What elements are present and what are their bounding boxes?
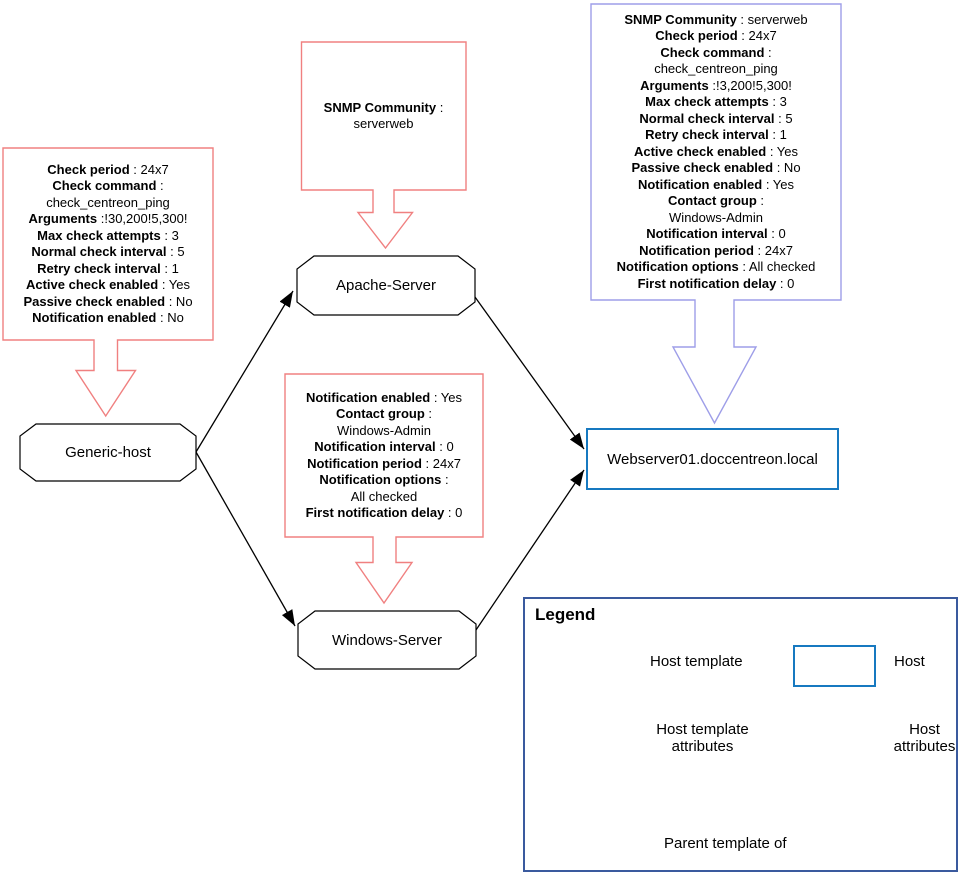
attribute-line: check_centreon_ping xyxy=(654,61,778,77)
attribute-line: Max check attempts : 3 xyxy=(37,227,179,243)
node-generic-host: Generic-host xyxy=(65,444,151,461)
attribute-line: Active check enabled : Yes xyxy=(25,277,191,292)
attribute-line: Notification interval : 0 xyxy=(314,439,454,454)
attribute-line: Arguments :!30,200!5,300! xyxy=(28,211,188,226)
attribute-line: First notification delay : 0 xyxy=(305,505,463,520)
attribute-line: Check period : 24x7 xyxy=(655,28,777,44)
attribute-line: Retry check interval : 1 xyxy=(645,127,787,143)
attribute-line: Contact group : xyxy=(667,193,765,209)
attribute-line: serverweb xyxy=(353,116,414,131)
attribute-line: All checked xyxy=(350,488,418,504)
attribute-line: Max check attempts : 3 xyxy=(645,94,787,110)
legend-label-host: Host xyxy=(894,653,925,670)
attribute-line: Windows-Admin xyxy=(669,209,763,225)
node-apache-server: Apache-Server xyxy=(335,277,437,294)
attribute-line: Retry check interval : 1 xyxy=(37,260,179,276)
attribute-line: Notification period : 24x7 xyxy=(307,455,461,471)
attribute-line: Normal check interval : 5 xyxy=(31,244,185,259)
attribute-line: check_centreon_ping xyxy=(46,194,170,210)
legend-title: Legend xyxy=(535,605,596,624)
legend-label-parent-template-of: Parent template of xyxy=(664,835,787,852)
attribute-line: Notification options : All checked xyxy=(616,259,816,275)
edge-apache-to-webserver xyxy=(475,297,584,449)
attribute-line: Notification enabled : No xyxy=(32,310,184,325)
node-webserver-host: Webserver01.doccentreon.local xyxy=(586,428,839,490)
legend-label-host-template: Host template xyxy=(650,653,743,670)
attribute-line: SNMP Community : serverweb xyxy=(624,11,808,27)
attribute-line: Check command : xyxy=(52,178,164,193)
host-attributes-box xyxy=(591,4,841,300)
attribute-line: Notification period : 24x7 xyxy=(639,242,793,258)
legend-label-host-attributes: Host attributes xyxy=(893,721,956,755)
snmp-template-attributes-box xyxy=(301,42,466,190)
attribute-line: Normal check interval : 5 xyxy=(639,110,793,126)
attribute-line: SNMP Community : xyxy=(323,99,444,115)
attribute-line: Notification enabled : Yes xyxy=(637,176,795,192)
legend-label-host-template-attributes: Host template attributes xyxy=(656,721,749,755)
attribute-line: Passive check enabled : No xyxy=(23,293,193,309)
notification-template-attributes-box xyxy=(285,374,483,537)
attribute-line: Active check enabled : Yes xyxy=(633,143,799,159)
attribute-line: Passive check enabled : No xyxy=(631,160,801,176)
attribute-line: Arguments :!3,200!5,300! xyxy=(640,77,792,93)
attribute-line: Check command : xyxy=(660,44,772,60)
attribute-line: Notification options : xyxy=(319,472,449,487)
edge-generic-to-windows xyxy=(196,452,295,626)
node-windows-server: Windows-Server xyxy=(331,631,443,649)
attribute-line: Notification interval : 0 xyxy=(646,226,786,242)
legend xyxy=(523,597,958,872)
attribute-line: Contact group : xyxy=(335,406,433,421)
attribute-line: Notification enabled : Yes xyxy=(305,389,463,405)
generic-template-attributes-box xyxy=(3,148,213,340)
attribute-line: Check period : 24x7 xyxy=(47,161,169,177)
attribute-line: Windows-Admin xyxy=(337,422,431,438)
attribute-line: First notification delay : 0 xyxy=(637,275,795,291)
legend-host-rect xyxy=(793,645,876,687)
